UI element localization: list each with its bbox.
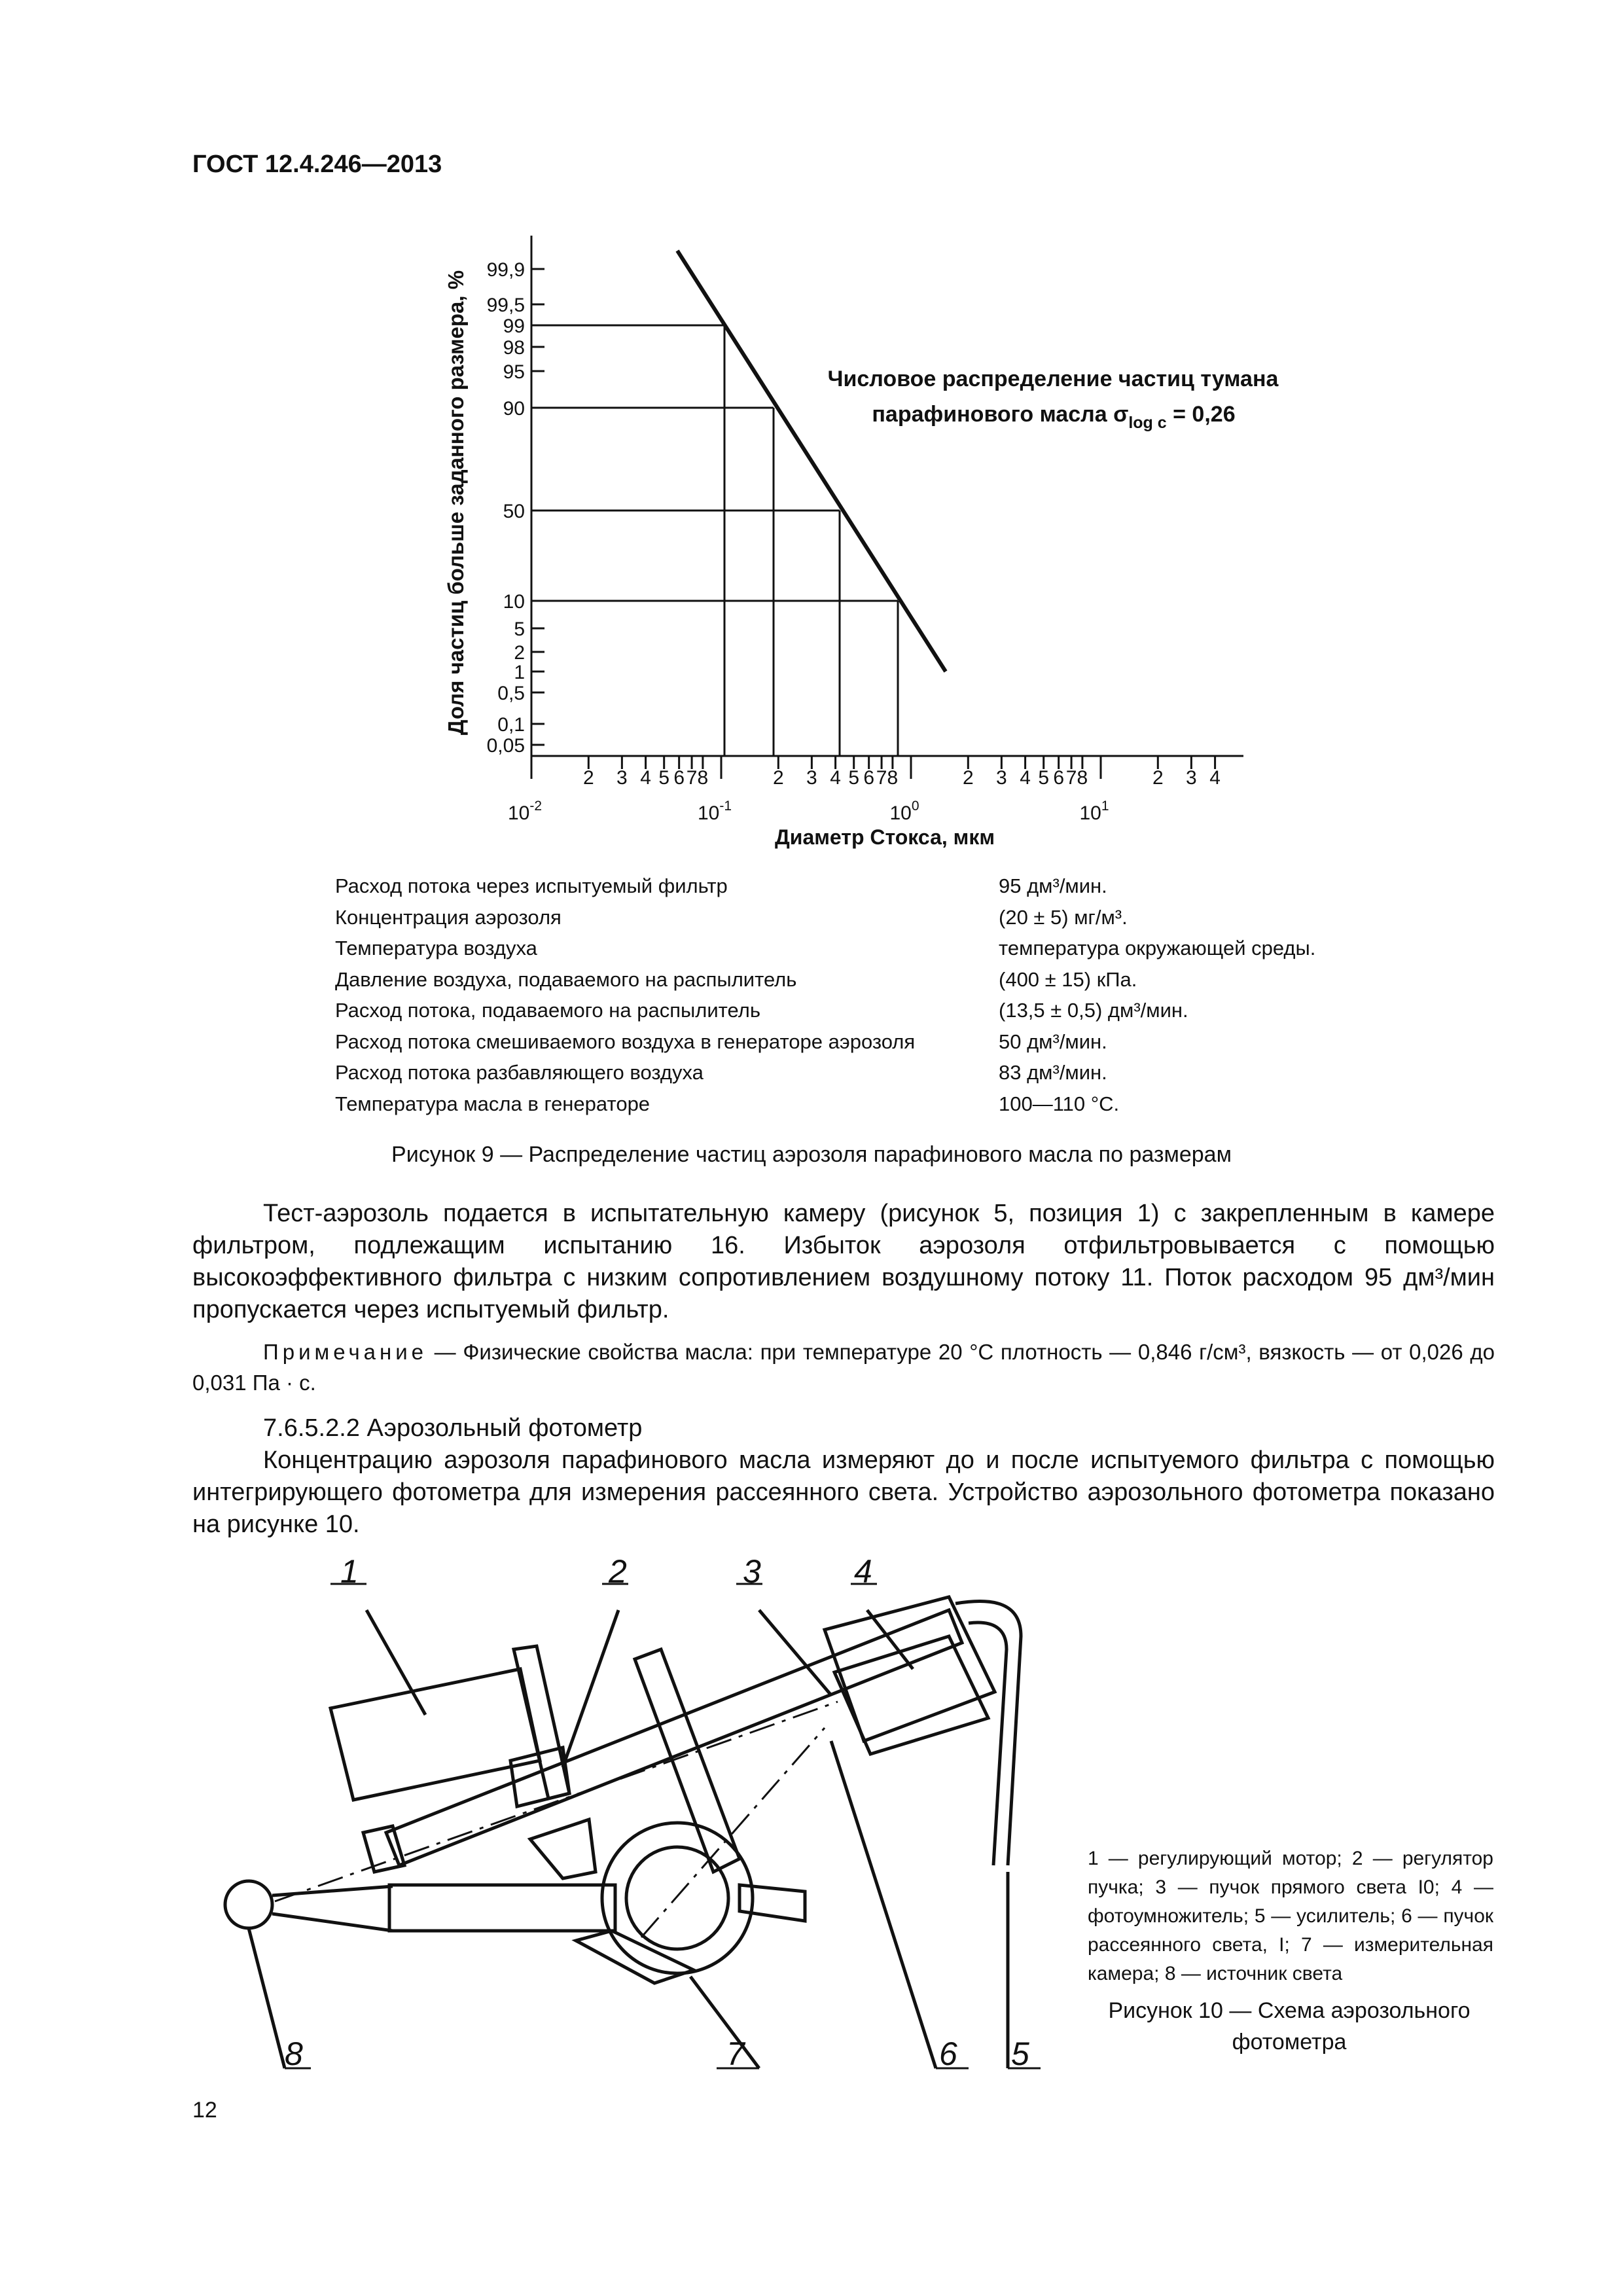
x-minor-label: 6 bbox=[1053, 767, 1065, 789]
paragraph-test-aerosol: Тест-аэрозоль подается в испытательную камеру (рисунок 5, позиция 1) с закрепленным в камере фильтром, подлежащим испытанию 16. Избыток аэрозоля отфильтровывается с помощью высокоэффективного фильтра с низким сопротивлением воздушному потоку 11. Поток расходом 95 дм³/мин пропускается через испытуемый фильтр. bbox=[192, 1200, 1495, 1323]
x-decade-label: $10^{-2}$ bbox=[507, 798, 543, 824]
y-tick-label: 99,5 bbox=[486, 295, 525, 316]
x-minor-label: 2 bbox=[582, 767, 594, 789]
y-tick-label: 0,05 bbox=[486, 735, 525, 757]
x-minor-label: 2 bbox=[772, 767, 784, 789]
x-minor-label: 7 bbox=[686, 767, 698, 789]
y-tick-label: 99 bbox=[503, 315, 525, 337]
document-header: ГОСТ 12.4.246—2013 bbox=[192, 151, 442, 178]
x-minor-label: 6 bbox=[673, 767, 685, 789]
x-minor-label: 5 bbox=[848, 767, 860, 789]
param-name: Расход потока, подаваемого на распылитель bbox=[335, 999, 760, 1022]
y-tick-label: 0,5 bbox=[497, 683, 525, 704]
x-decade-label: $10^0$ bbox=[889, 798, 919, 824]
y-tick-label: 1 bbox=[514, 662, 525, 683]
figure-10-legend: 1 — регулирующий мотор; 2 — регулятор пучка; 3 — пучок прямого света I0; 4 — фотоумножитель; 5 — усилитель; 6 — пучок рассеянного света, I; 7 — измерительная камера; 8 — источник света bbox=[1088, 1848, 1493, 1984]
x-minor-label: 3 bbox=[616, 767, 628, 789]
y-tick-label: 5 bbox=[514, 619, 525, 640]
x-minor-label: 7 bbox=[1065, 767, 1077, 789]
y-tick-label: 2 bbox=[514, 642, 525, 664]
y-tick-label: 99,9 bbox=[486, 259, 525, 281]
page-number: 12 bbox=[192, 2098, 217, 2123]
annotation-line1: Числовое распределение частиц тумана bbox=[827, 367, 1279, 391]
param-name: Расход потока разбавляющего воздуха bbox=[335, 1061, 704, 1084]
param-name: Температура масла в генераторе bbox=[335, 1092, 651, 1115]
y-tick-label: 98 bbox=[503, 337, 525, 359]
param-value: 83 дм³/мин. bbox=[999, 1061, 1107, 1084]
x-minor-label: 3 bbox=[996, 767, 1007, 789]
x-minor-label: 8 bbox=[887, 767, 899, 789]
light-source bbox=[225, 1881, 272, 1928]
x-minor-label: 6 bbox=[863, 767, 875, 789]
x-minor-label: 4 bbox=[830, 767, 841, 789]
figure-10-caption: Рисунок 10 — Схема аэрозольного фотометра bbox=[1108, 1998, 1471, 2054]
param-value: (20 ± 5) мг/м³. bbox=[999, 905, 1128, 929]
note-text: — Физические свойства масла: при температуре 20 °С плотность — 0,846 г/см³, вязкость — от 0,026 до 0,031 Па · с. bbox=[192, 1340, 1495, 1395]
param-name: Температура воздуха bbox=[335, 937, 537, 960]
label-7: 7 bbox=[726, 2036, 745, 2072]
y-tick-label: 90 bbox=[503, 398, 525, 420]
x-minor-label: 8 bbox=[697, 767, 709, 789]
y-tick-label: 50 bbox=[503, 501, 525, 522]
label-8: 8 bbox=[285, 2036, 303, 2072]
param-value: (400 ± 15) кПа. bbox=[999, 967, 1137, 991]
param-value: (13,5 ± 0,5) дм³/мин. bbox=[999, 999, 1188, 1022]
figure-9-caption: Рисунок 9 — Распределение частиц аэрозоля парафинового масла по размерам bbox=[391, 1142, 1232, 1167]
label-1: 1 bbox=[340, 1553, 359, 1590]
x-minor-label: 3 bbox=[1186, 767, 1197, 789]
photomultiplier bbox=[834, 1636, 988, 1754]
y-tick-label: 10 bbox=[503, 591, 525, 613]
label-6: 6 bbox=[939, 2036, 957, 2072]
x-minor-label: 5 bbox=[658, 767, 670, 789]
param-name: Концентрация аэрозоля bbox=[335, 905, 562, 929]
x-minor-label: 2 bbox=[1152, 767, 1164, 789]
param-name: Расход потока смешиваемого воздуха в генераторе аэрозоля bbox=[335, 1030, 916, 1053]
x-minor-label: 4 bbox=[1020, 767, 1031, 789]
input-tube bbox=[389, 1885, 615, 1931]
label-3: 3 bbox=[743, 1553, 761, 1590]
x-minor-label: 8 bbox=[1077, 767, 1088, 789]
x-decade-label: $10^1$ bbox=[1079, 798, 1109, 824]
param-name: Расход потока через испытуемый фильтр bbox=[335, 874, 728, 897]
amplifier-cable bbox=[955, 1602, 1021, 1865]
y-axis-label: Доля частиц больше заданного размера, % bbox=[444, 270, 468, 736]
param-name: Давление воздуха, подаваемого на распылитель bbox=[335, 967, 797, 991]
regulating-motor bbox=[330, 1669, 540, 1800]
annotation-line2: парафинового масла $\sigma_{log c} = 0,26$ bbox=[872, 402, 1236, 432]
label-4: 4 bbox=[854, 1553, 872, 1590]
param-value: 50 дм³/мин. bbox=[999, 1030, 1107, 1053]
x-axis-label: Диаметр Стокса, мкм bbox=[774, 825, 995, 849]
param-value: 100—110 °С. bbox=[999, 1092, 1120, 1115]
x-minor-label: 4 bbox=[640, 767, 651, 789]
x-minor-label: 5 bbox=[1038, 767, 1050, 789]
paragraph-photometer: Концентрацию аэрозоля парафинового масла измеряют до и после испытуемого фильтра с помощью интегрирующего фотометра для измерения рассеянного света. Устройство аэрозольного фотометра показано на рисунке 10. bbox=[192, 1446, 1495, 1538]
param-value: 95 дм³/мин. bbox=[999, 874, 1107, 897]
x-decade-label: $10^{-1}$ bbox=[697, 798, 732, 824]
x-minor-label: 2 bbox=[962, 767, 974, 789]
x-minor-label: 4 bbox=[1209, 767, 1221, 789]
y-tick-label: 0,1 bbox=[497, 714, 525, 736]
x-minor-label: 7 bbox=[876, 767, 887, 789]
note-label: Примечание bbox=[263, 1340, 428, 1364]
label-2: 2 bbox=[609, 1553, 627, 1590]
label-5: 5 bbox=[1011, 2036, 1029, 2072]
x-minor-label: 3 bbox=[806, 767, 817, 789]
param-value: температура окружающей среды. bbox=[999, 937, 1316, 960]
y-tick-label: 95 bbox=[503, 361, 525, 383]
section-heading: 7.6.5.2.2 Аэрозольный фотометр bbox=[263, 1414, 643, 1442]
